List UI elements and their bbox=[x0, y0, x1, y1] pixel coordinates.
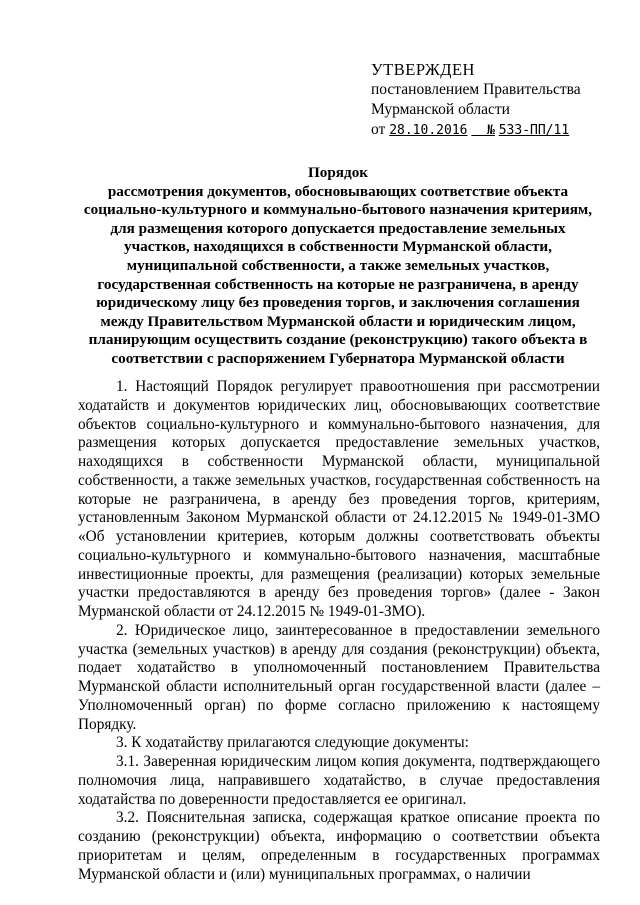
document-heading bbox=[78, 164, 598, 369]
heading-text: рассмотрения документов, обосновывающих соответствие объекта социально-культурного и коммунально-бытового назначения критериям, для размещения которого допускается предоставление земельных участков, находящихся в собственности Мурманской области, муниципальной собственности, а также земельных участков, государственная собственность на которые не разграничена, в аренду юридическому лицу без проведения торгов, и заключения соглашения между Правительством Мурманской области и юридическим лицом, планирующим осуществить создание (реконструкцию) такого объекта в соответствии с распоряжением Губернатора Мурманской области bbox=[83, 182, 593, 367]
heading-title: Порядок bbox=[307, 164, 369, 181]
document-body bbox=[78, 378, 600, 884]
approval-title: УТВЕРЖДЕН bbox=[371, 60, 475, 79]
paragraph-1: 1. Настоящий Порядок регулирует правоотношения при рассмотрении ходатайств и документов юридических лиц, обосновывающих соответствие объектов социально-культурного и коммунально-бытового назначения, для размещения которых допускается предоставление земельных участков, находящихся в собственности Мурманской области, муниципальной собственности, а также земельных участков, государственная собственность на которые не разграничена, в аренду без проведения торгов, критериям, установленным Законом Мурманской области от 24.12.2015 № 1949-01-ЗМО «Об установлении критериев, которым должны соответствовать объекты социально-культурного и коммунально-бытового назначения, масштабные инвестиционные проекты, для размещения (реализации) которых земельные участки предоставляются в аренду без проведения торгов» (далее - Закон Мурманской области от 24.12.2015 № 1949-01-ЗМО). bbox=[78, 378, 600, 620]
date-prefix: от bbox=[371, 121, 386, 138]
paragraph-3-1: 3.1. Заверенная юридическим лицом копия документа, подтверждающего полномочия лица, направившего ходатайство, в случае предоставления ходатайства по доверенности предоставляется ее оригинал. bbox=[78, 753, 600, 808]
paragraph-3-2: 3.2. Пояснительная записка, содержащая краткое описание проекта по созданию (реконструкции) объекта, информацию о соответствии объекта приоритетам и целям, определенным в государственных программах Мурманской области и (или) муниципальных программах, о наличии bbox=[78, 809, 600, 883]
approval-number: 533-ПП/11 bbox=[498, 123, 570, 138]
paragraph-3: 3. К ходатайству прилагаются следующие документы: bbox=[116, 734, 469, 752]
approval-date: 28.10.2016 bbox=[389, 123, 468, 138]
approval-line-1: постановлением Правительства bbox=[371, 81, 581, 98]
number-prefix: № bbox=[487, 123, 495, 138]
approval-stamp bbox=[371, 60, 581, 141]
approval-line-2: Мурманской области bbox=[371, 101, 510, 118]
approval-date-line bbox=[371, 120, 581, 141]
paragraph-2: 2. Юридическое лицо, заинтересованное в предоставлении земельного участка (земельных участков) в аренду для создания (реконструкции) объекта, подает ходатайство в уполномоченный постановлением Правительства Мурманской области исполнительный орган государственной власти (далее – Уполномоченный орган) по форме согласно приложению к настоящему Порядку. bbox=[78, 621, 600, 733]
